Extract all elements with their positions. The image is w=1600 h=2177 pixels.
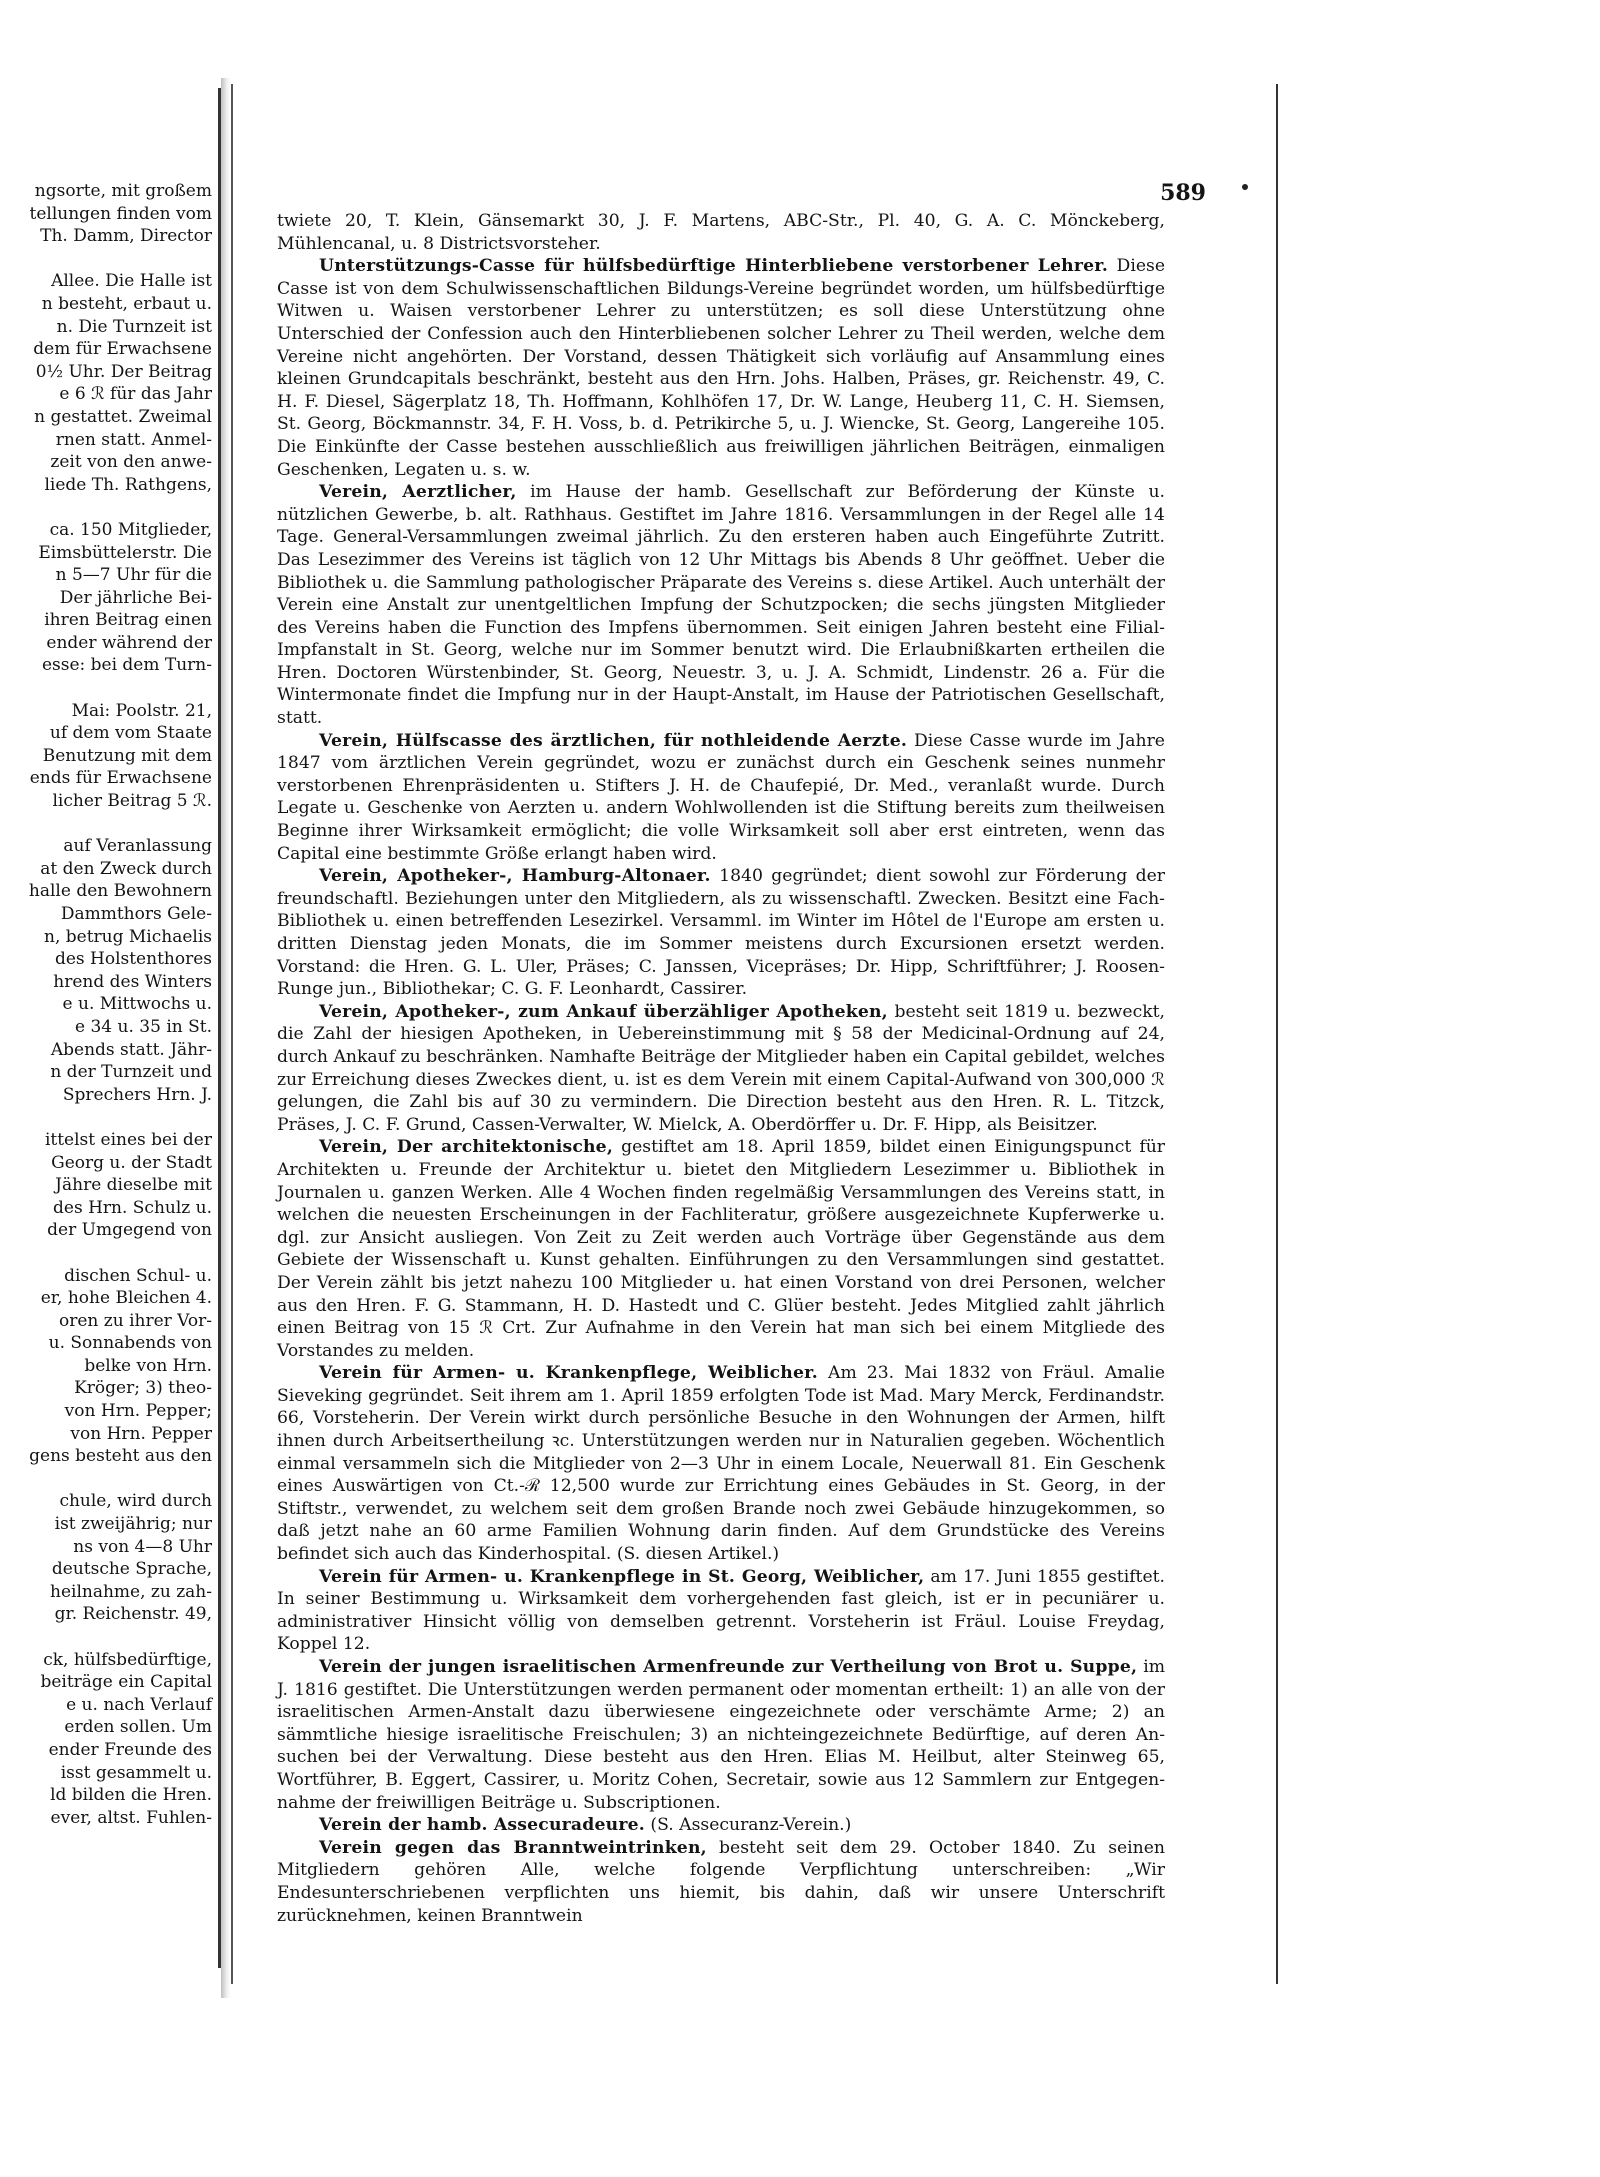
book-gutter: [221, 78, 231, 1998]
left-page-line: dem für Erwachsene: [33, 339, 212, 360]
left-page-line: Benutzung mit dem: [42, 745, 212, 766]
left-page-line: n besteht, erbaut u.: [41, 293, 212, 314]
left-page-line: e 34 u. 35 in St.: [75, 1016, 212, 1037]
left-page-line: zeit von den anwe-: [50, 452, 212, 473]
left-page-fragment: [0, 88, 221, 1968]
directory-entry: [277, 481, 1165, 730]
left-page-line: [7, 1106, 212, 1129]
entry-heading: Verein der jungen israelitischen Armenfreunde zur Vertheilung von Brot u. Suppe,: [319, 1657, 1138, 1677]
left-page-line: licher Beitrag 5 ℛ.: [52, 791, 212, 812]
entry-text: Am 23. Mai 1832 von Fräul. Amalie Sieveking gegründet. Seit ihrem am 1. April 1859 erfolgten Tode ist Mad. Mary Merck, Ferdinandstr. 66, Vorsteherin. Der Verein wirkt durch persönliche Besuche in den Wohnungen der Armen, hilft ihnen durch Arbeitsertheilung ꝛc. Unterstützungen werden nur in Naturalien gegeben. Wöchentlich einmal versammeln sich die Mitglieder von 2—3 Uhr in einem Locale, Neuerwall 81. Ein Geschenk eines Auswärtigen von Ct.-ℛ 12,500 wurde zur Errichtung eines Gebäudes in St. Georg, in der Stiftstr., verwendet, zu welchem seit dem großen Brande noch zwei Gebäude hinzugekommen, so daß jetzt nahe an 60 arme Familien Wohnung darin finden. Auf dem Grundstücke des Vereins befindet sich auch das Kinderhospital. (S. diesen Artikel.): [277, 1363, 1165, 1565]
entry-text: besteht seit dem 29. October 1840. Zu seinen Mitgliedern gehören Alle, welche folgende Verpflichtung unterschreiben: „Wir Endesunterschriebenen verpflichten uns hiemit, bis dahin, daß wir unsere Unterschrift zurücknehmen, keinen Branntwein: [277, 1837, 1165, 1926]
left-page-text: [7, 180, 212, 1829]
left-page-line: [7, 1468, 212, 1491]
left-page-line: rnen statt. Anmel-: [55, 429, 212, 450]
page-number: 589: [1160, 180, 1206, 206]
left-page-line: deutsche Sprache,: [51, 1559, 212, 1580]
left-page-line: tellungen finden vom: [29, 203, 212, 224]
directory-entry: [277, 730, 1165, 866]
page-mark-dot: [1242, 184, 1248, 190]
left-page-line: ittelst eines bei der: [44, 1129, 212, 1150]
left-page-line: n gestattet. Zweimal: [34, 406, 212, 427]
directory-entry: [277, 1001, 1165, 1137]
left-page-line: Der jährliche Bei-: [59, 587, 212, 608]
left-page-line: chule, wird durch: [59, 1491, 212, 1512]
left-page-line: des Hrn. Schulz u.: [53, 1197, 212, 1218]
left-page-line: hrend des Winters: [53, 971, 212, 992]
directory-entry: [277, 1136, 1165, 1362]
left-page-line: u. Sonnabends von: [48, 1333, 212, 1354]
directory-entry: [277, 1362, 1165, 1565]
left-page-line: Jähre dieselbe mit: [55, 1175, 212, 1196]
entry-text: gestiftet am 18. April 1859, bildet einen Einigungspunct für Architekten u. Freunde der Architektur u. bietet den Mitgliedern Lesezimmer u. Bibliothek in Journalen u. ganzen Werken. Alle 4 Wochen finden regelmäßig Versammlungen des Vereins statt, in welchen die neuesten Erscheinungen in der Fachliteratur, größere ausgezeichnete Kupferwerke u. dgl. zur Ansicht ausliegen. Von Zeit zu Zeit werden auch Vorträge über Gegenstände aus dem Gebiete der Wissenschaft u. Kunst gehalten. Einführungen zu den Versammlungen sind gestattet. Der Verein zählt bis jetzt nahezu 100 Mitglieder u. hat einen Vorstand von drei Personen, welcher aus den Hren. F. G. Stammann, H. D. Hastedt und C. Glüer besteht. Jedes Mitglied zahlt jährlich einen Beitrag von 15 ℛ Crt. Zur Aufnahme in den Verein hat man sich bei einem Mitgliede des Vorstandes zu melden.: [277, 1137, 1166, 1361]
entry-text: twiete 20, T. Klein, Gänsemarkt 30, J. F. Martens, ABC-Str., Pl. 40, G. A. C. Mönckeberg, Mühlencanal, u. 8 Districtsvorsteher.: [277, 211, 1165, 254]
entry-heading: Verein der hamb. Assecuradeure.: [319, 1815, 645, 1836]
left-page-line: n, betrug Michaelis: [44, 926, 212, 947]
directory-entry: [277, 1837, 1165, 1927]
entry-heading: Verein, Aerztlicher,: [319, 482, 517, 503]
entry-text: besteht seit 1819 u. bezweckt, die Zahl der hiesigen Apotheken, in Uebereinstimmung mit § 58 der Medicinal-Ordnung auf 24, durch Ankauf zu beschränken. Namhafte Beiträge der Mitglieder haben ein Capital gebildet, welches zur Erreichung dieses Zweckes dient, u. ist es dem Verein mit einem Capital-Aufwand von 300,000 ℛ gelungen, die Zahl bis auf 30 zu vermindern. Die Direction besteht aus den Hren. R. L. Titzck, Präses, J. C. F. Grund, Cassen-Verwalter, W. Mielck, A. Oberdörffer u. Dr. F. Hipp, als Beisitzer.: [277, 1001, 1165, 1135]
left-page-line: ends für Erwachsene: [29, 768, 212, 789]
left-page-line: liede Th. Rathgens,: [44, 474, 212, 495]
left-page-line: [7, 1626, 212, 1649]
left-page-line: n. Die Turnzeit ist: [56, 316, 212, 337]
entry-heading: Verein gegen das Branntweintrinken,: [319, 1837, 707, 1858]
directory-entry: [277, 865, 1165, 1001]
left-page-line: n der Turnzeit und: [50, 1062, 212, 1083]
left-page-line: Kröger; 3) theo-: [74, 1378, 212, 1399]
left-page-line: erden sollen. Um: [64, 1717, 212, 1738]
left-page-line: 0½ Uhr. Der Beitrag: [35, 361, 212, 382]
left-page-line: er, hohe Bleichen 4.: [40, 1288, 212, 1309]
entry-text: im J. 1816 gestiftet. Die Unterstützungen werden permanent oder momentan ertheilt: 1) an alle von der israelitischen Armen-Anstalt dazu überwiesene eingezeichnete oder verschämte Arme; 2) an sämmtliche hiesige israelitische Freischulen; 3) an nichteingezeichnete Bedürftige, auf deren Ansuchen bei der Verwaltung. Diese besteht aus den Hren. Elias M. Heilbut, alter Steinweg 65, Wortführer, B. Eggert, Cassirer, u. Moritz Cohen, Secretair, sowie aus 12 Sammlern zur Entgegennahme der freiwilligen Beiträge u. Subscriptionen.: [277, 1657, 1165, 1813]
entry-text: 1840 gegründet; dient sowohl zur Förderung der freundschaftl. Beziehungen unter den Mitgliedern, als zu wissenschaftl. Zwecken. Besitzt eine Fach-Bibliothek u. einen betreffenden Lesezirkel. Versamml. im Winter im Hôtel de l'Europe am ersten u. dritten Dienstag jeden Monats, die im Sommer meistens durch Excursionen ersetzt werden. Vorstand: die Hren. G. L. Uler, Präses; C. Janssen, Vicepräses; Dr. Hipp, Schriftführer; J. Roosen-Runge jun., Bibliothekar; C. G. F. Leonhardt, Cassirer.: [277, 866, 1165, 1000]
left-page-line: uf dem vom Staate: [49, 723, 212, 744]
left-page-line: Allee. Die Halle ist: [51, 271, 212, 292]
directory-entry: [277, 1814, 1165, 1837]
left-page-line: at den Zweck durch: [40, 858, 212, 879]
left-page-line: ngsorte, mit großem: [34, 181, 212, 201]
entry-heading: Verein, Hülfscasse des ärztlichen, für nothleidende Aerzte.: [319, 730, 908, 751]
left-page-line: [7, 813, 212, 836]
left-page-line: e 6 ℛ für das Jahr: [59, 384, 212, 405]
left-page-line: gr. Reichenstr. 49,: [54, 1604, 212, 1625]
right-page: [231, 84, 1278, 1984]
entry-text: Diese Casse ist von dem Schulwissenschaftlichen Bildungs-Vereine begründet worden, um hülfsbedürftige Witwen u. Waisen verstorbener Lehrer zu unterstützen; es soll diese Unterstützung ohne Unterschied der Confession auch den Hinterbliebenen solcher Lehrer zu Theil werden, welche dem Vereine nicht angehörten. Der Vorstand, dessen Thätigkeit sich vorläufig auf Ansammlung eines kleinen Grundcapitals beschränkt, besteht aus den Hrn. Johs. Halben, Präses, gr. Reichenstr. 49, C. H. F. Diesel, Sägerplatz 18, Th. Hoffmann, Kohlhöfen 17, Dr. W. Lange, Heuberg 11, C. H. Siemsen, St. Georg, Böckmannstr. 34, F. H. Voss, b. d. Petrikirche 5, u. J. Wiencke, St. Georg, Langereihe 105. Die Einkünfte der Casse bestehen ausschließlich aus freiwilligen jährlichen Beiträgen, einmaligen Geschenken, Legaten u. s. w.: [277, 256, 1165, 480]
left-page-line: [7, 677, 212, 700]
left-page-line: beiträge ein Capital: [40, 1672, 212, 1693]
left-page-line: Eimsbüttelerstr. Die: [38, 542, 212, 563]
directory-entry: [277, 255, 1165, 481]
left-page-line: ld bilden die Hren.: [50, 1785, 212, 1806]
left-page-line: [7, 1242, 212, 1265]
left-page-line: ist zweijährig; nur: [54, 1514, 212, 1535]
left-page-line: belke von Hrn.: [84, 1355, 212, 1376]
left-page-line: n 5—7 Uhr für die: [55, 565, 212, 586]
page-body: [277, 210, 1165, 1927]
left-page-line: halle den Bewohnern: [28, 881, 212, 902]
left-page-line: von Hrn. Pepper: [70, 1423, 212, 1444]
left-page-line: der Umgegend von: [47, 1220, 212, 1241]
directory-entry: [277, 210, 1165, 255]
entry-heading: Verein, Apotheker-, Hamburg-Altonaer.: [319, 866, 711, 887]
left-page-line: Dammthors Gele-: [60, 904, 212, 924]
left-page-line: Th. Damm, Director: [40, 226, 212, 247]
entry-heading: Unterstützungs-Casse für hülfsbedürftige Hinterbliebene verstorbener Lehrer.: [319, 256, 1109, 277]
entry-text: am 17. Juni 1855 gestiftet. In seiner Bestimmung u. Wirksamkeit dem vorhergehenden fast gleich, ist er in pecuniärer u. administrativer Hinsicht völlig von demselben getrennt. Vorsteherin ist Fräul. Louise Freydag, Koppel 12.: [277, 1566, 1165, 1655]
entry-text: im Hause der hamb. Gesellschaft zur Beförderung der Künste u. nützlichen Gewerbe, b. alt. Rathhaus. Gestiftet im Jahre 1816. Versammlungen in der Regel alle 14 Tage. General-Versammlungen zweimal jährlich. Zu den ersteren haben auch Eingeführte Zutritt. Das Lesezimmer des Vereins ist täglich von 12 Uhr Mittags bis Abends 8 Uhr geöffnet. Ueber die Bibliothek u. die Sammlung pathologischer Präparate des Vereins s. diese Artikel. Auch unterhält der Verein eine Anstalt zur unentgeltlichen Impfung der Schutzpocken; die sechs jüngsten Mitglieder des Vereins haben die Function des Impfens übernommen. Seit einigen Jahren besteht eine Filial-Impfanstalt in St. Georg, welche nur im Sommer benutzt wird. Die Erlaubnißkarten ertheilen die Hren. Doctoren Würstenbinder, St. Georg, Neuestr. 3, u. J. A. Schmidt, Lindenstr. 26 a. Für die Wintermonate findet die Impfung nur in der Haupt-Anstalt, im Hause der Patriotischen Gesellschaft, statt.: [277, 482, 1165, 729]
left-page-line: ender Freunde des: [48, 1739, 212, 1760]
left-page-line: Sprechers Hrn. J.: [62, 1084, 212, 1105]
left-page-line: esse: bei dem Turn-: [41, 655, 212, 676]
left-page-line: [7, 248, 212, 271]
left-page-line: oren zu ihrer Vor-: [58, 1310, 212, 1331]
entry-heading: Verein, Der architektonische,: [319, 1137, 614, 1158]
left-page-line: gens besteht aus den: [29, 1446, 212, 1467]
entry-heading: Verein für Armen- u. Krankenpflege in St. Georg, Weiblicher,: [319, 1566, 925, 1587]
left-page-line: des Holstenthores: [54, 949, 212, 970]
left-page-line: von Hrn. Pepper;: [64, 1401, 212, 1422]
left-page-line: [7, 496, 212, 519]
left-page-line: Abends statt. Jähr-: [50, 1039, 212, 1060]
directory-entry: [277, 1566, 1165, 1656]
left-page-line: ihren Beitrag einen: [44, 610, 212, 631]
directory-entry: [277, 1656, 1165, 1814]
entry-text: (S. Assecuranz-Verein.): [650, 1815, 852, 1836]
left-page-line: isst gesammelt u.: [60, 1762, 212, 1783]
entry-heading: Verein, Apotheker-, zum Ankauf überzähliger Apotheken,: [319, 1001, 888, 1022]
entry-text: Diese Casse wurde im Jahre 1847 vom ärztlichen Verein gegründet, wozu er zunächst durch ein Geschenk seines nunmehr verstorbenen Ehrenpräsidenten u. Stifters J. H. de Chaufepié, Dr. Med., veranlaßt wurde. Durch Legate u. Geschenke von Aerzten u. andern Wohlwollenden ist die Stiftung bereits zum theilweisen Beginne ihrer Wirksamkeit ermöglicht; die volle Wirksamkeit soll aber erst eintreten, wenn das Capital eine bestimmte Größe erlangt haben wird.: [277, 730, 1165, 864]
left-page-line: e u. nach Verlauf: [66, 1694, 212, 1715]
left-page-line: ever, altst. Fuhlen-: [50, 1807, 212, 1828]
left-page-line: ender während der: [46, 632, 212, 653]
left-page-line: heilnahme, zu zah-: [50, 1581, 212, 1602]
left-page-line: e u. Mittwochs u.: [62, 994, 212, 1015]
left-page-line: auf Veranlassung: [63, 836, 212, 857]
entry-heading: Verein für Armen- u. Krankenpflege, Weiblicher.: [319, 1363, 818, 1384]
left-page-line: ck, hülfsbedürftige,: [43, 1649, 212, 1670]
left-page-line: ns von 4—8 Uhr: [73, 1536, 212, 1557]
left-page-line: dischen Schul- u.: [64, 1265, 212, 1286]
left-page-line: Mai: Poolstr. 21,: [71, 700, 212, 721]
left-page-line: ca. 150 Mitglieder,: [49, 519, 212, 540]
left-page-line: Georg u. der Stadt: [51, 1152, 212, 1173]
